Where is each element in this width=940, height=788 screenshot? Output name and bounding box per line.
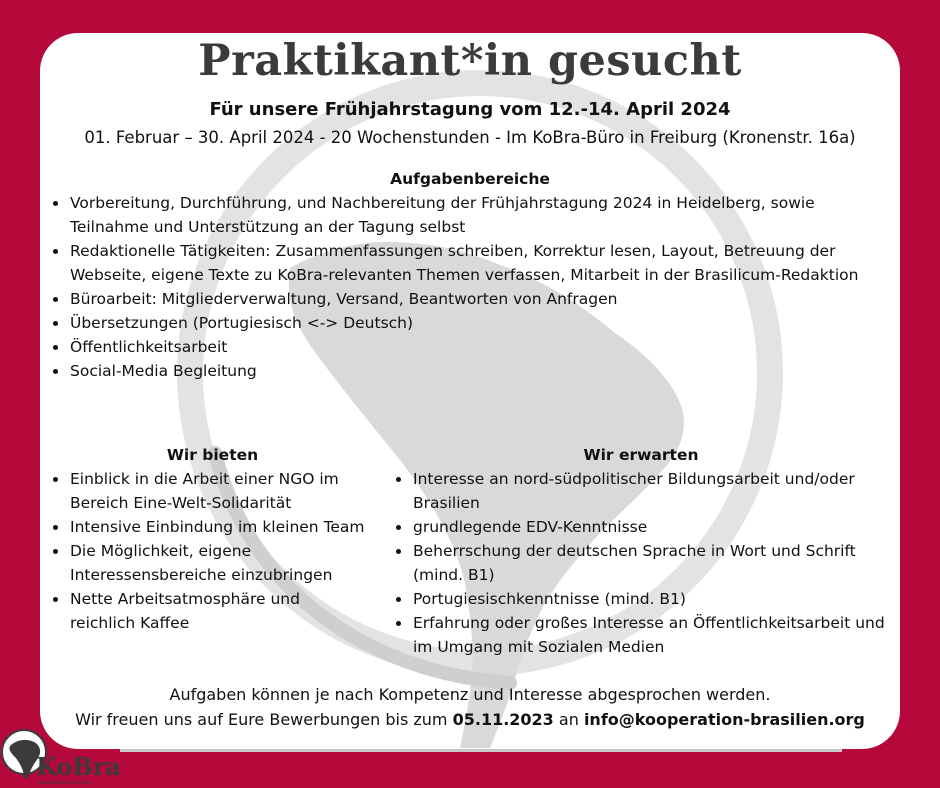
list-item xyxy=(383,515,900,539)
logo-name: KoBra xyxy=(36,752,121,781)
list-item-text: Redaktionelle Tätigkeiten: Zusammenfassungen schreiben, Korrektur lesen, Layout, Betreuung der Webseite, eigene Texte zu KoBra-relevanten Themen verfassen, Mitarbeit in der Brasilicum-Redaktion xyxy=(70,242,859,284)
poster-content xyxy=(40,33,900,749)
bottom-divider xyxy=(120,749,842,752)
list-item xyxy=(40,239,880,287)
list-item-text: Öffentlichkeitsarbeit xyxy=(70,338,228,356)
subtitle: Für unsere Frühjahrstagung vom 12.-14. April 2024 xyxy=(209,99,731,120)
list-item xyxy=(40,359,880,383)
dates-line: 01. Februar – 30. April 2024 - 20 Wochenstunden - Im KoBra-Büro in Freiburg (Kronenstr. 16a) xyxy=(84,128,856,147)
expect-list xyxy=(383,467,900,659)
list-item xyxy=(40,539,370,587)
tasks-list xyxy=(40,191,880,383)
list-item-text: grundlegende EDV-Kenntnisse xyxy=(413,518,648,536)
list-item-text: Beherrschung der deutschen Sprache in Wort und Schrift (mind. B1) xyxy=(413,542,856,584)
footer-application xyxy=(40,710,900,729)
list-item xyxy=(40,311,880,335)
list-item xyxy=(383,539,900,587)
footer-mid: an xyxy=(553,710,584,729)
list-item-text: Übersetzungen (Portugiesisch <-> Deutsch) xyxy=(70,314,414,332)
footer-note: Aufgaben können je nach Kompetenz und Interesse abgesprochen werden. xyxy=(169,685,771,704)
offer-list xyxy=(40,467,370,635)
list-item xyxy=(40,587,370,635)
list-item-text: Intensive Einbindung im kleinen Team xyxy=(70,518,365,536)
logo-subtitle: Kooperation Brasilien xyxy=(38,780,92,786)
list-item-text: Einblick in die Arbeit einer NGO im Bereich Eine-Welt-Solidarität xyxy=(70,470,339,512)
list-item xyxy=(383,587,900,611)
email-link[interactable]: info@kooperation-brasilien.org xyxy=(583,710,865,729)
list-item-text: Interesse an nord-südpolitischer Bildungsarbeit und/oder Brasilien xyxy=(413,470,855,512)
tasks-heading: Aufgabenbereiche xyxy=(390,170,550,188)
list-item-text: Vorbereitung, Durchführung, und Nachbereitung der Frühjahrstagung 2024 in Heidelberg, sowie Teilnahme und Unterstützung an der Tagung selbst xyxy=(70,194,815,236)
list-item-text: Büroarbeit: Mitgliederverwaltung, Versand, Beantworten von Anfragen xyxy=(70,290,618,308)
list-item-text: Nette Arbeitsatmosphäre und reichlich Kaffee xyxy=(70,590,300,632)
deadline: 05.11.2023 xyxy=(452,710,554,729)
list-item xyxy=(40,287,880,311)
list-item-text: Social-Media Begleitung xyxy=(70,362,257,380)
poster-card xyxy=(40,33,900,749)
footer-prefix: Wir freuen uns auf Eure Bewerbungen bis zum xyxy=(75,710,453,729)
list-item-text: Die Möglichkeit, eigene Interessensbereiche einzubringen xyxy=(70,542,333,584)
list-item xyxy=(40,191,880,239)
list-item xyxy=(40,335,880,359)
list-item-text: Erfahrung oder großes Interesse an Öffentlichkeitsarbeit und im Umgang mit Sozialen Medien xyxy=(413,614,885,656)
list-item-text: Portugiesischkenntnisse (mind. B1) xyxy=(413,590,686,608)
list-item xyxy=(40,515,370,539)
offer-heading: Wir bieten xyxy=(166,446,259,464)
list-item xyxy=(40,467,370,515)
list-item xyxy=(383,611,900,659)
page-title: Praktikant*in gesucht xyxy=(198,36,742,86)
list-item xyxy=(383,467,900,515)
expect-heading: Wir erwarten xyxy=(583,446,699,464)
